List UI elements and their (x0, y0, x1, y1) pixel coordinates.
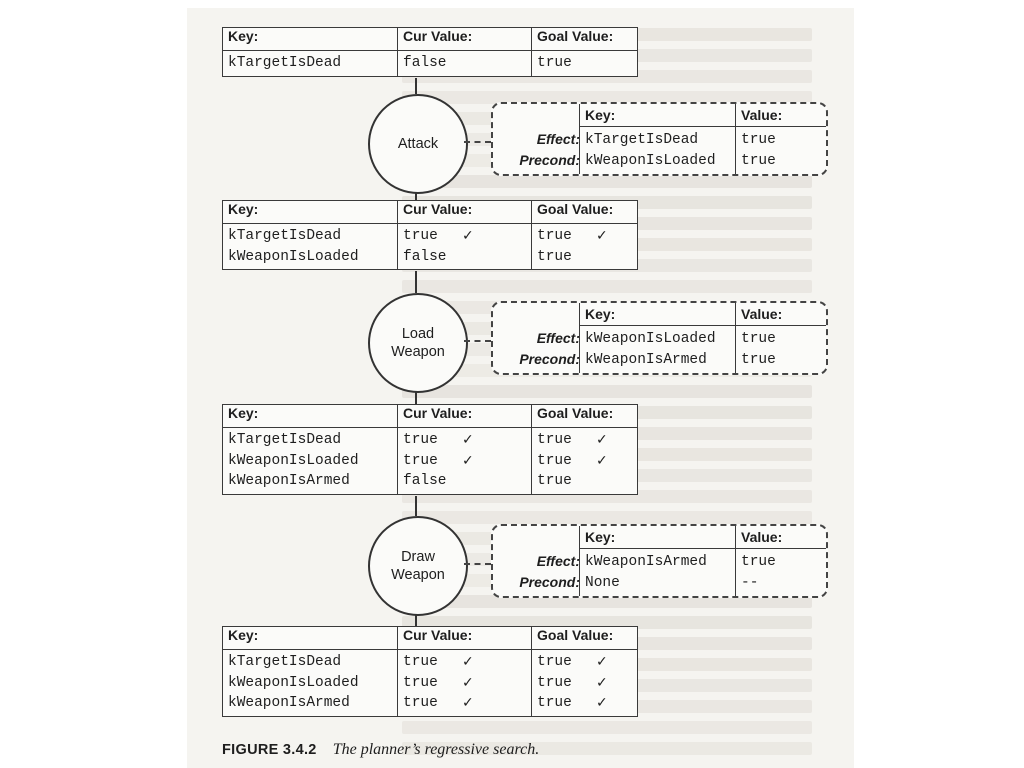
column-header-key: Key: (585, 107, 616, 123)
state-key: kWeaponIsLoaded (228, 248, 359, 265)
effect-key: kWeaponIsArmed (585, 554, 707, 570)
effect-value: true (741, 132, 776, 148)
column-header-key: Key: (585, 306, 616, 322)
check-mark-icon: ✓ (596, 695, 608, 711)
effect-label: Effect: (536, 131, 580, 147)
action-node (368, 293, 468, 393)
state-cur-value: false (403, 55, 447, 71)
table-divider (579, 104, 580, 174)
background-text-line (402, 511, 812, 524)
dashed-connector (464, 563, 491, 565)
effect-label: Effect: (536, 330, 580, 346)
state-cur-value: true (403, 452, 438, 469)
effect-key: kWeaponIsLoaded (585, 331, 716, 347)
column-header-goal: Goal Value: (532, 201, 638, 224)
column-header-key: Key: (223, 405, 398, 428)
background-text-line (402, 175, 812, 188)
column-header-goal: Goal Value: (532, 28, 638, 51)
precond-key: None (585, 575, 620, 591)
precond-label: Precond: (519, 351, 580, 367)
precond-label: Precond: (519, 152, 580, 168)
state-current-values (398, 224, 532, 270)
state-goal-value: true (537, 654, 572, 670)
check-mark-icon: ✓ (596, 654, 608, 670)
dashed-connector (464, 141, 491, 143)
state-goal-value: true (537, 452, 572, 469)
state-key: kTargetIsDead (228, 432, 342, 448)
precond-label: Precond: (519, 574, 580, 590)
column-header-cur: Cur Value: (398, 201, 532, 224)
connector-line (415, 78, 417, 95)
state-key: kWeaponIsLoaded (228, 452, 359, 469)
column-header-value: Value: (741, 107, 783, 123)
check-mark-icon: ✓ (462, 674, 474, 691)
state-goal-value: true (537, 695, 572, 711)
precond-value: true (741, 352, 776, 368)
action-effect-precond-box (491, 301, 828, 375)
state-table (222, 626, 638, 717)
action-name: Attack (397, 136, 439, 152)
effect-value: true (741, 554, 776, 570)
column-header-key: Key: (223, 627, 398, 650)
background-text-line (402, 721, 812, 734)
column-header-value: Value: (741, 306, 783, 322)
state-cur-value: false (403, 473, 447, 489)
state-goal-values (532, 650, 638, 717)
check-mark-icon: ✓ (462, 654, 474, 670)
column-header-key: Key: (585, 529, 616, 545)
figure-caption-text: The planner’s regressive search. (332, 741, 540, 758)
check-mark-icon: ✓ (462, 432, 474, 448)
connector-line (415, 496, 417, 517)
column-header-value: Value: (741, 529, 783, 545)
check-mark-icon: ✓ (462, 695, 474, 711)
figure-number: FIGURE 3.4.2 (222, 742, 317, 758)
state-key: kTargetIsDead (228, 228, 342, 244)
precond-value: -- (741, 575, 759, 591)
state-table (222, 200, 638, 270)
state-key: kWeaponIsLoaded (228, 674, 359, 691)
state-cur-value: true (403, 432, 438, 448)
table-divider (735, 526, 736, 596)
state-keys (223, 224, 398, 270)
state-key: kWeaponIsArmed (228, 473, 350, 489)
state-cur-value: false (403, 248, 447, 265)
state-cur-value: true (403, 654, 438, 670)
state-keys (223, 428, 398, 495)
table-divider (579, 526, 580, 596)
state-current-values (398, 51, 532, 77)
table-divider (579, 303, 580, 373)
table-divider (579, 548, 826, 549)
precond-key: kWeaponIsArmed (585, 352, 707, 368)
table-divider (579, 325, 826, 326)
state-goal-value: true (537, 228, 572, 244)
table-divider (579, 126, 826, 127)
figure-caption (222, 741, 539, 759)
precond-value: true (741, 153, 776, 169)
precond-key: kWeaponIsLoaded (585, 153, 716, 169)
column-header-key: Key: (223, 201, 398, 224)
state-goal-value: true (537, 248, 572, 265)
check-mark-icon: ✓ (596, 432, 608, 448)
column-header-cur: Cur Value: (398, 405, 532, 428)
effect-table (579, 526, 826, 596)
state-table (222, 404, 638, 495)
action-name: Load Weapon (391, 326, 445, 360)
action-effect-precond-box (491, 524, 828, 598)
action-effect-precond-box (491, 102, 828, 176)
column-header-cur: Cur Value: (398, 28, 532, 51)
effect-key: kTargetIsDead (585, 132, 699, 148)
action-name: Draw Weapon (391, 549, 445, 583)
state-goal-values (532, 51, 638, 77)
effect-table (579, 104, 826, 174)
state-goal-values (532, 428, 638, 495)
dashed-connector (464, 340, 491, 342)
check-mark-icon: ✓ (462, 452, 474, 469)
effect-label: Effect: (536, 553, 580, 569)
state-keys (223, 51, 398, 77)
state-goal-value: true (537, 55, 572, 71)
state-goal-value: true (537, 432, 572, 448)
action-node (368, 516, 468, 616)
state-key: kTargetIsDead (228, 654, 342, 670)
table-divider (735, 104, 736, 174)
background-text-line (402, 385, 812, 398)
state-current-values (398, 650, 532, 717)
state-key: kTargetIsDead (228, 55, 342, 71)
table-divider (735, 303, 736, 373)
check-mark-icon: ✓ (596, 452, 608, 469)
column-header-goal: Goal Value: (532, 627, 638, 650)
state-keys (223, 650, 398, 717)
check-mark-icon: ✓ (462, 228, 474, 244)
state-goal-value: true (537, 674, 572, 691)
state-current-values (398, 428, 532, 495)
action-node (368, 94, 468, 194)
check-mark-icon: ✓ (596, 674, 608, 691)
column-header-goal: Goal Value: (532, 405, 638, 428)
background-text-line (402, 280, 812, 293)
state-key: kWeaponIsArmed (228, 695, 350, 711)
state-cur-value: true (403, 695, 438, 711)
state-cur-value: true (403, 674, 438, 691)
column-header-cur: Cur Value: (398, 627, 532, 650)
check-mark-icon: ✓ (596, 228, 608, 244)
state-goal-values (532, 224, 638, 270)
state-cur-value: true (403, 228, 438, 244)
effect-value: true (741, 331, 776, 347)
state-table (222, 27, 638, 77)
state-goal-value: true (537, 473, 572, 489)
connector-line (415, 271, 417, 293)
effect-table (579, 303, 826, 373)
column-header-key: Key: (223, 28, 398, 51)
